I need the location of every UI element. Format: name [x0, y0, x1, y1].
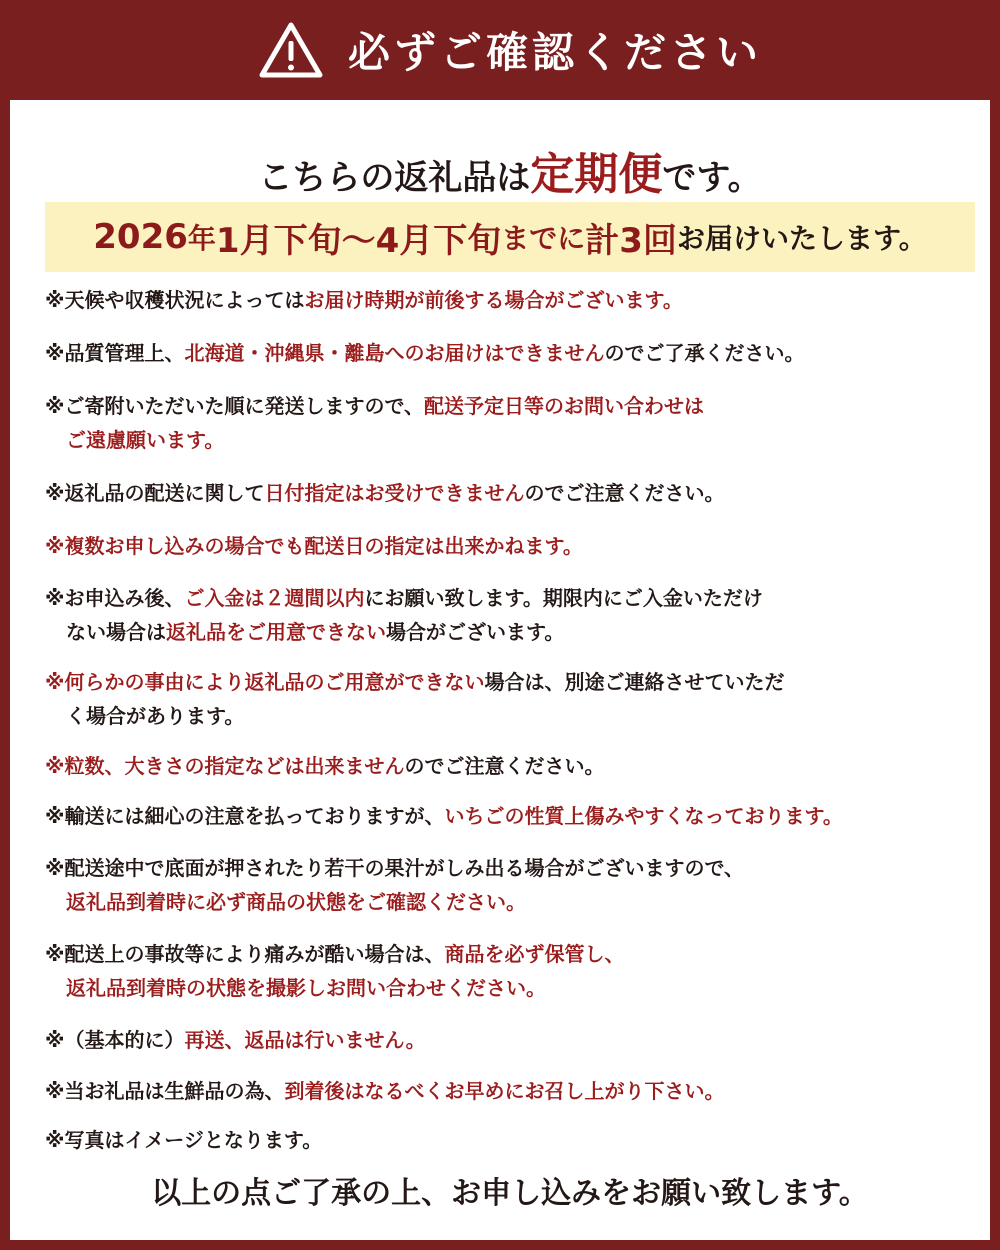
- note-highlight: 配送予定日等のお問い合わせは: [424, 394, 705, 418]
- note-text: ※輸送には細心の注意を払っておりますが、: [45, 804, 445, 828]
- note-item: [45, 851, 990, 919]
- note-line: [45, 937, 990, 971]
- schedule-count: 計3回: [585, 220, 677, 261]
- note-highlight: ※複数お申し込みの場合でも配送日の指定は出来かねます。: [45, 534, 583, 558]
- note-highlight: ご入金: [184, 586, 245, 610]
- schedule-start: 1月下旬: [215, 220, 342, 261]
- notes-list: [45, 283, 990, 1157]
- notice-header: [10, 0, 1000, 100]
- note-highlight: 再送、返品は行いません。: [184, 1028, 426, 1052]
- note-text: ない場合は: [66, 620, 166, 644]
- note-line: [45, 336, 990, 370]
- notice-header-inner: [258, 20, 762, 80]
- note-line: [45, 699, 990, 733]
- note-item: [45, 1074, 990, 1108]
- note-line: [45, 1074, 990, 1108]
- note-line: [45, 283, 990, 317]
- note-highlight: 北海道・沖縄県・離島へのお届けはできません: [184, 341, 605, 365]
- note-line: [45, 971, 990, 1005]
- note-text: のでご注意ください。: [524, 481, 725, 505]
- note-line: [45, 1023, 990, 1057]
- note-line: [45, 799, 990, 833]
- note-line: [45, 851, 990, 885]
- note-line: [45, 885, 990, 919]
- note-text: ※配送途中で底面が押されたり若干の果汁がしみ出る場合がございますので、: [45, 856, 745, 880]
- note-line: [45, 529, 990, 563]
- note-item: [45, 1023, 990, 1057]
- note-highlight: ※何らかの事由により返礼品のご用意ができない: [45, 670, 485, 694]
- schedule-separator: ～: [341, 220, 376, 261]
- note-line: [45, 1123, 990, 1157]
- note-item: [45, 336, 990, 370]
- note-highlight: 日付指定はお受けできません: [264, 481, 525, 505]
- note-text: ※配送上の事故等により痛みが酷い場合は、: [45, 942, 445, 966]
- intro-emphasis: 定期便: [530, 149, 663, 200]
- note-line: [45, 423, 990, 457]
- note-item: [45, 799, 990, 833]
- schedule-mid: までに: [501, 222, 586, 255]
- note-item: [45, 749, 990, 783]
- note-line: [45, 615, 990, 649]
- note-highlight: 返礼品到着時の状態を撮影しお問い合わせください。: [66, 976, 546, 1000]
- note-text: 場合は、別途ご連絡させていただ: [484, 670, 785, 694]
- note-text: く場合があります。: [66, 704, 245, 728]
- note-text: ※ご寄附いただいた順に発送しますので、: [45, 394, 425, 418]
- intro-before: こちらの返礼品は: [258, 158, 531, 198]
- note-item: [45, 529, 990, 563]
- note-highlight: 返礼品をご用意できない: [166, 620, 386, 644]
- note-item: [45, 581, 990, 649]
- note-text: にお願い致します。期限内にご入金いただけ: [364, 586, 763, 610]
- note-highlight: ※粒数、大きさの指定などは出来ません: [45, 754, 405, 778]
- intro-after: です。: [662, 158, 762, 198]
- note-highlight: は２週間以内: [244, 586, 365, 610]
- note-line: [45, 476, 990, 510]
- note-text: ※返礼品の配送に関して: [45, 481, 265, 505]
- note-text: ※天候や収穫状況によっては: [45, 288, 305, 312]
- note-highlight: いちごの性質上傷みやすくなっております。: [444, 804, 843, 828]
- note-line: [45, 581, 990, 615]
- note-item: [45, 665, 990, 733]
- closing-line: 以上の点ご了承の上、お申し込みをお願い致します。: [151, 1176, 869, 1211]
- note-item: [45, 476, 990, 510]
- schedule-year: 2026: [93, 217, 188, 257]
- note-item: [45, 937, 990, 1005]
- note-highlight: 返礼品到着時に必ず商品の状態をご確認ください。: [66, 890, 526, 914]
- schedule-year-unit: 年: [187, 222, 216, 255]
- intro-line: [10, 138, 1000, 202]
- schedule-band: [45, 202, 975, 272]
- note-text: ※（基本的に）: [45, 1028, 185, 1052]
- schedule-end: 4月下旬: [375, 220, 502, 261]
- note-highlight: お届け時期が前後する場合がございます。: [304, 288, 683, 312]
- notice-title: 必ずご確認ください: [347, 28, 762, 77]
- note-item: [45, 283, 990, 317]
- note-line: [45, 389, 990, 423]
- note-text: 場合がございます。: [386, 620, 565, 644]
- note-text: のでご了承ください。: [604, 341, 805, 365]
- note-text: のでご注意ください。: [404, 754, 605, 778]
- note-text: ※お申込み後、: [45, 586, 185, 610]
- note-highlight: 到着後はなるべくお早めにお召し上がり下さい。: [284, 1079, 725, 1103]
- note-line: [45, 665, 990, 699]
- note-highlight: 商品を必ず保管し、: [444, 942, 625, 966]
- note-text: ※写真はイメージとなります。: [45, 1128, 323, 1152]
- note-text: ※当お礼品は生鮮品の為、: [45, 1079, 285, 1103]
- schedule-tail: お届けいたします。: [676, 222, 927, 255]
- note-highlight: ご遠慮願います。: [66, 428, 225, 452]
- note-line: [45, 749, 990, 783]
- note-item: [45, 1123, 990, 1157]
- warning-triangle-icon: [258, 21, 324, 79]
- note-item: [45, 389, 990, 457]
- note-text: ※品質管理上、: [45, 341, 185, 365]
